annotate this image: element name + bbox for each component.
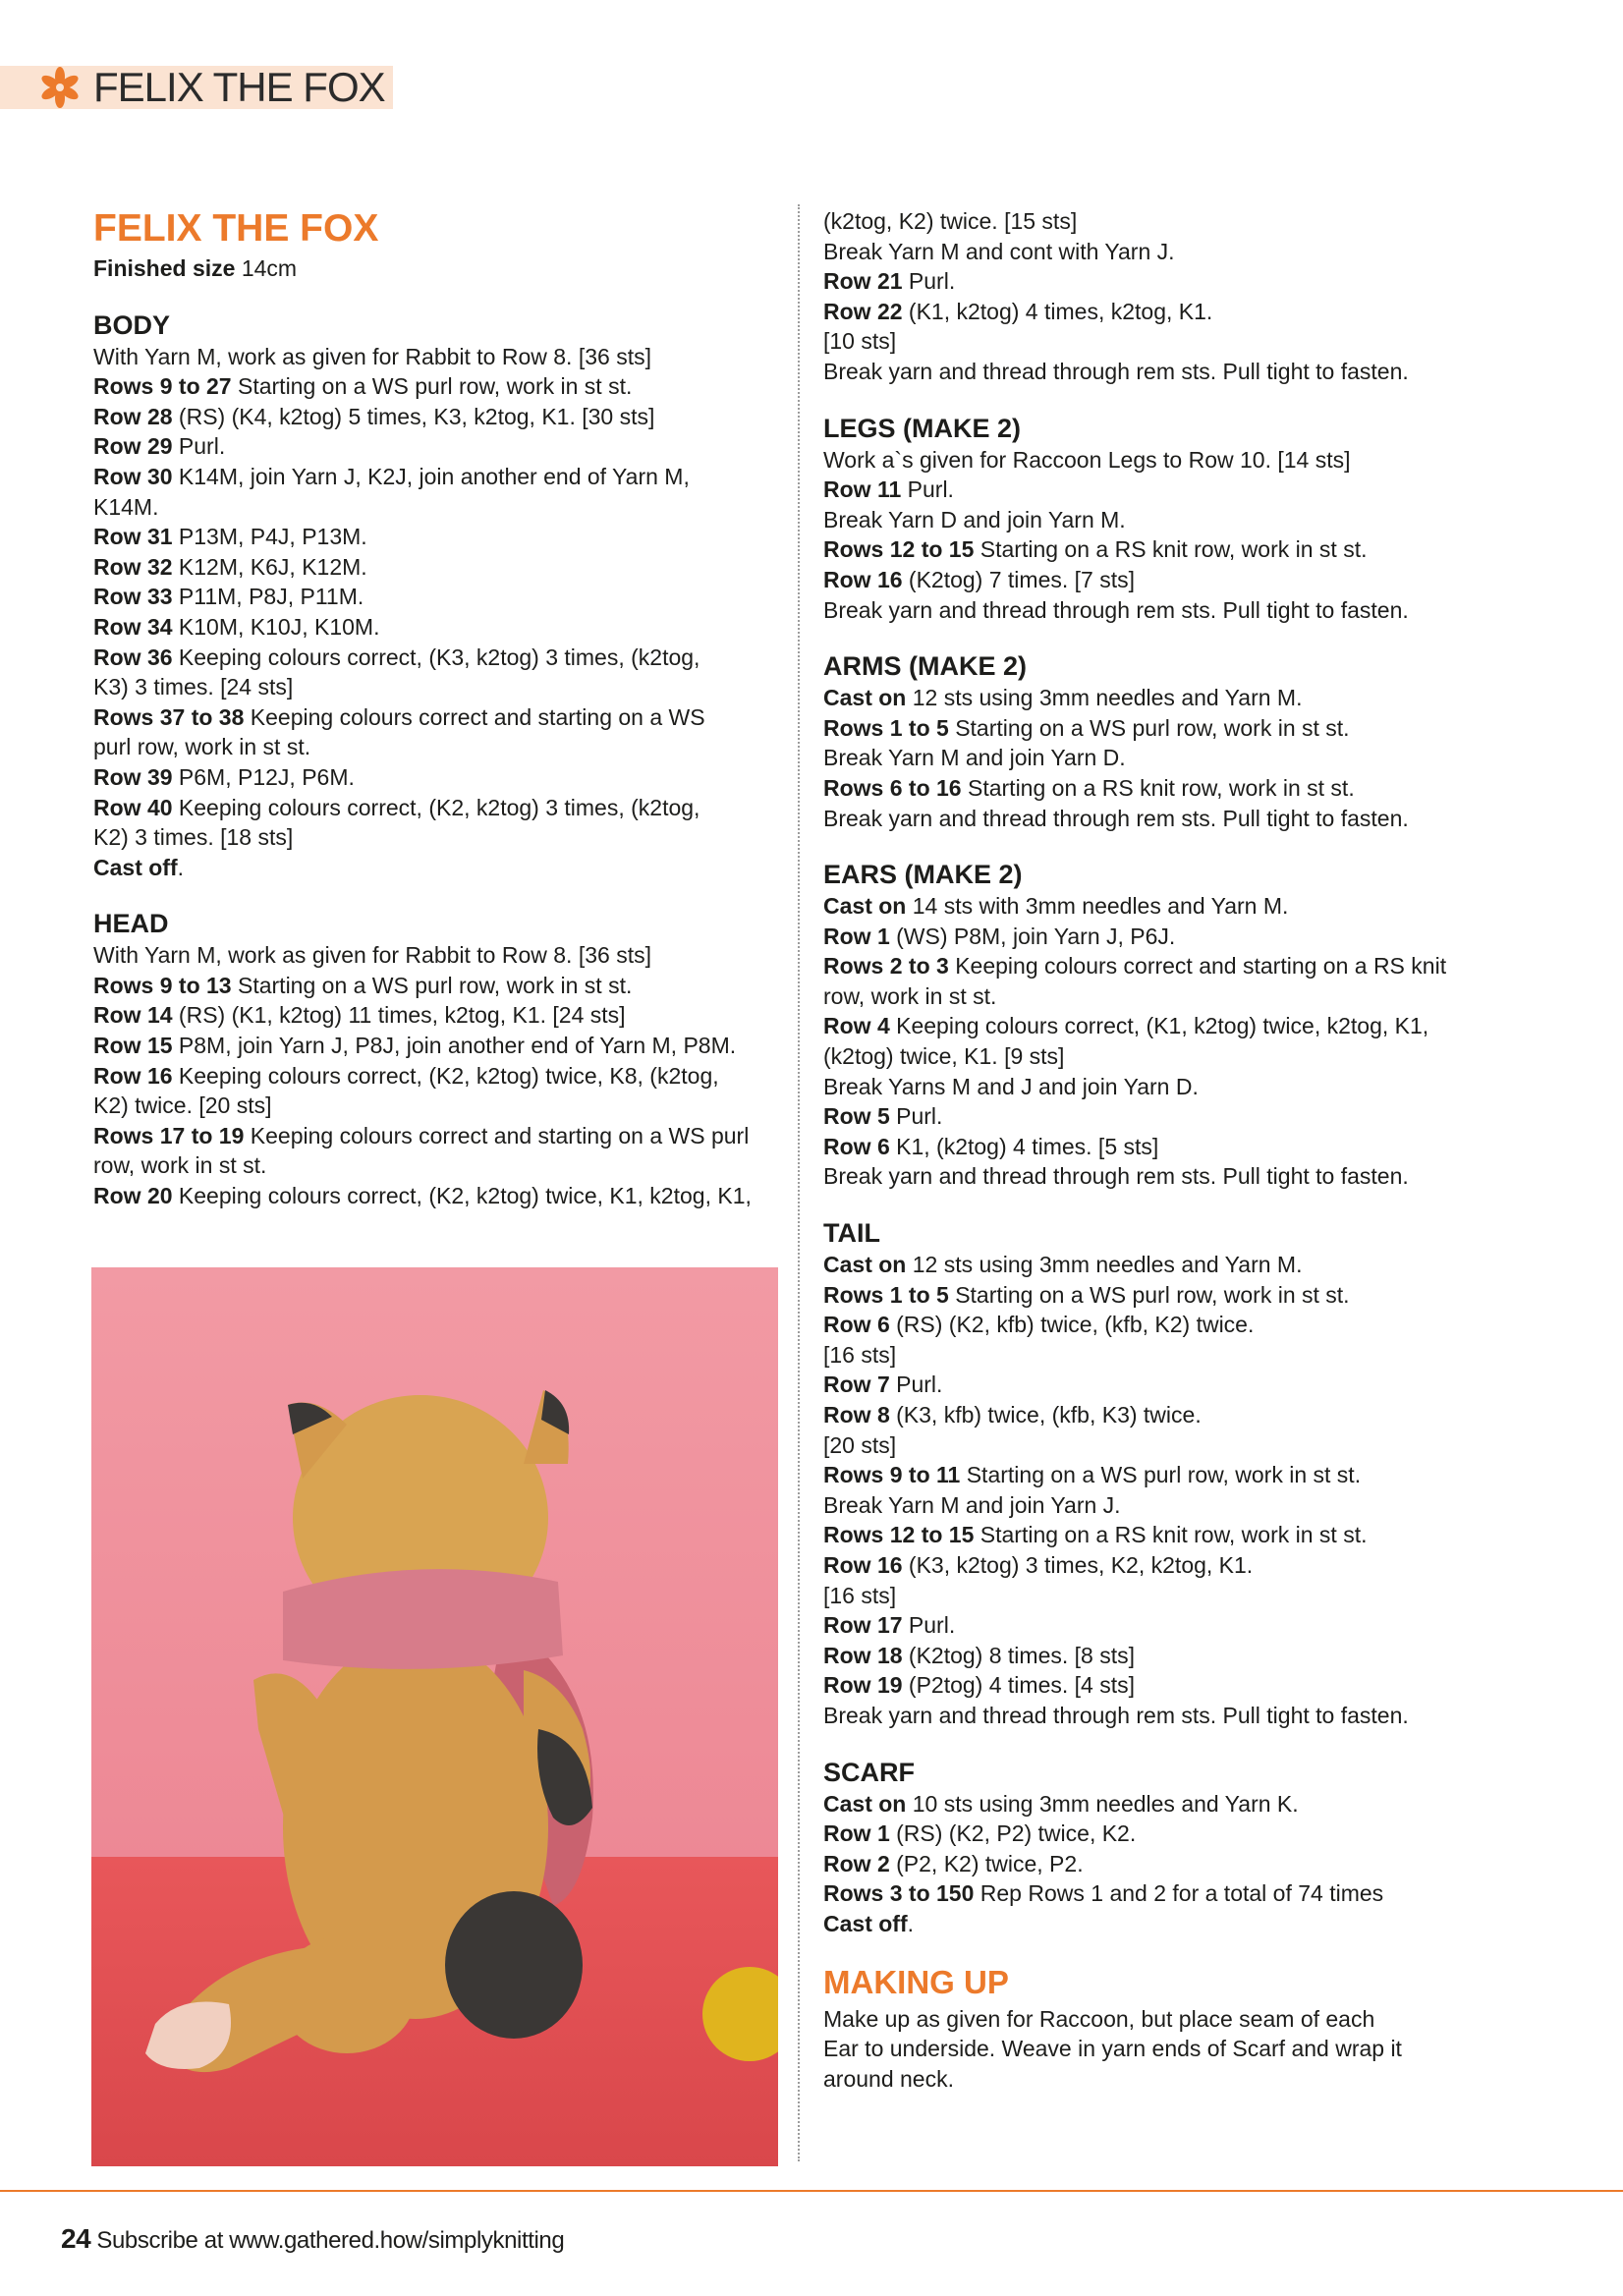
instruction-line: [93, 1000, 781, 1031]
instruction-line: [823, 1460, 1511, 1490]
subscribe-link[interactable]: Subscribe at www.gathered.how/simplyknitting: [96, 2227, 565, 2254]
row-label: Rows 2 to 3: [823, 953, 949, 980]
row-label: Row 5: [823, 1103, 890, 1130]
row-text: Break Yarn D and join Yarn M.: [823, 506, 1126, 532]
row-text: Break Yarn M and join Yarn J.: [823, 1491, 1121, 1518]
head-instructions-continued: [823, 206, 1511, 387]
row-text: Starting on a RS knit row, work in st st.: [979, 536, 1368, 563]
instruction-line: [823, 1789, 1511, 1820]
row-label: Row 32: [93, 553, 173, 580]
instruction-line: [823, 743, 1511, 773]
row-label: Row 14: [93, 1002, 173, 1029]
row-text: Keeping colours correct and starting on a RS knit: [955, 953, 1447, 980]
instruction-line: [823, 713, 1511, 744]
row-label: Row 29: [93, 433, 173, 460]
instruction-line: [823, 1520, 1511, 1550]
left-column: [93, 206, 781, 1211]
instruction-line: [93, 672, 781, 702]
arms-instructions: [823, 683, 1511, 833]
row-text: Break yarn and thread through rem sts. Pull tight to fasten.: [823, 358, 1409, 384]
section-heading-head: HEAD: [93, 909, 169, 939]
legs-instructions: [823, 445, 1511, 626]
instruction-line: [823, 1581, 1511, 1611]
instruction-line: [823, 891, 1511, 922]
instruction-line: [823, 2004, 1511, 2035]
instruction-line: [93, 793, 781, 823]
row-label: Row 40: [93, 794, 173, 820]
row-label: Row 30: [93, 463, 173, 489]
row-text: (K2tog) 8 times. [8 sts]: [908, 1642, 1136, 1668]
row-label: Row 22: [823, 298, 903, 324]
row-text: K12M, K6J, K12M.: [178, 553, 367, 580]
row-label: Row 7: [823, 1372, 890, 1398]
row-text: (K3, kfb) twice, (kfb, K3) twice.: [896, 1402, 1202, 1428]
instruction-line: [93, 732, 781, 762]
row-label: Row 17: [823, 1612, 903, 1639]
section-heading-making-up: MAKING UP: [823, 1963, 1009, 2000]
row-text: K3) 3 times. [24 sts]: [93, 674, 294, 700]
row-label: Row 39: [93, 763, 173, 790]
instruction-line: [823, 1490, 1511, 1521]
row-text: Keeping colours correct, (K2, k2tog) twice, K8, (k2tog,: [178, 1062, 719, 1089]
row-label: Row 31: [93, 524, 173, 550]
row-text: Purl.: [178, 433, 226, 460]
row-label: Row 8: [823, 1402, 890, 1428]
instruction-line: [93, 582, 781, 612]
row-label: Rows 3 to 150: [823, 1880, 975, 1907]
instruction-line: [823, 445, 1511, 476]
row-label: Rows 1 to 5: [823, 714, 949, 741]
instruction-line: [93, 1150, 781, 1181]
instruction-line: [823, 1641, 1511, 1671]
instruction-line: [93, 342, 781, 372]
instruction-line: [93, 1031, 781, 1061]
row-text: P13M, P4J, P13M.: [178, 524, 367, 550]
ears-instructions: [823, 891, 1511, 1192]
instruction-line: [93, 762, 781, 793]
row-label: Row 1: [823, 1820, 890, 1847]
row-label: Row 2: [823, 1850, 890, 1876]
instruction-line: [823, 297, 1511, 327]
row-label: Rows 9 to 13: [93, 972, 232, 998]
instruction-line: [823, 981, 1511, 1012]
instruction-line: [823, 1550, 1511, 1581]
row-text: Break Yarn M and join Yarn D.: [823, 745, 1126, 771]
instruction-line: [823, 1701, 1511, 1731]
row-text: Purl.: [896, 1372, 943, 1398]
row-text: Keeping colours correct and starting on a WS purl: [250, 1122, 750, 1148]
instruction-line: [823, 773, 1511, 804]
row-text: (k2tog, K2) twice. [15 sts]: [823, 208, 1078, 234]
row-text: (RS) (K1, k2tog) 11 times, k2tog, K1. [24 sts]: [178, 1002, 626, 1029]
instruction-line: [93, 702, 781, 733]
instruction-line: [823, 206, 1511, 237]
row-text: Break yarn and thread through rem sts. Pull tight to fasten.: [823, 1163, 1409, 1190]
row-text: (P2tog) 4 times. [4 sts]: [908, 1672, 1136, 1699]
row-text: Keeping colours correct, (K3, k2tog) 3 times, (k2tog,: [178, 644, 700, 670]
row-text: P6M, P12J, P6M.: [178, 763, 355, 790]
row-text: K14M.: [93, 493, 159, 520]
row-label: Rows 12 to 15: [823, 1522, 975, 1548]
row-text: Keeping colours correct, (K2, k2tog) twice, K1, k2tog, K1,: [178, 1183, 752, 1209]
pattern-title: FELIX THE FOX: [93, 207, 379, 250]
row-label: Row 16: [823, 566, 903, 592]
row-label: Rows 37 to 38: [93, 703, 245, 730]
instruction-line: [823, 951, 1511, 981]
instruction-line: [93, 462, 781, 492]
row-label: Row 11: [823, 476, 902, 503]
row-text: Purl.: [908, 268, 956, 295]
instruction-line: [93, 552, 781, 583]
footer: [61, 2224, 564, 2256]
row-label: Rows 12 to 15: [823, 536, 975, 563]
finished-size: Finished size 14cm: [93, 255, 298, 281]
row-text: Keeping colours correct, (K1, k2tog) twice, k2tog, K1,: [896, 1013, 1429, 1039]
instruction-line: [93, 822, 781, 853]
row-text: .: [177, 854, 185, 880]
row-label: Cast on: [823, 1252, 907, 1278]
tail-instructions: [823, 1250, 1511, 1731]
instruction-line: [93, 1121, 781, 1151]
instruction-line: [93, 431, 781, 462]
row-label: Cast on: [823, 1790, 907, 1817]
row-label: Row 15: [93, 1033, 173, 1059]
instruction-line: [823, 1132, 1511, 1162]
row-text: (RS) (K4, k2tog) 5 times, K3, k2tog, K1. [30 sts]: [178, 403, 655, 429]
instruction-line: [823, 2064, 1511, 2095]
instruction-line: [823, 1819, 1511, 1849]
row-text: K10M, K10J, K10M.: [178, 613, 380, 640]
instruction-line: [823, 505, 1511, 535]
row-text: (RS) (K2, kfb) twice, (kfb, K2) twice.: [896, 1312, 1255, 1338]
head-instructions: [93, 940, 781, 1210]
instruction-line: [823, 804, 1511, 834]
row-text: (P2, K2) twice, P2.: [896, 1850, 1084, 1876]
row-text: Purl.: [908, 1612, 956, 1639]
row-label: Row 4: [823, 1013, 890, 1039]
row-text: (RS) (K2, P2) twice, K2.: [896, 1820, 1137, 1847]
row-text: P11M, P8J, P11M.: [178, 584, 364, 610]
instruction-line: [823, 357, 1511, 387]
instruction-line: [93, 940, 781, 971]
asterisk-flower-icon: [39, 65, 81, 110]
row-text: Starting on a RS knit row, work in st st.: [979, 1522, 1368, 1548]
row-text: P8M, join Yarn J, P8J, join another end of Yarn M, P8M.: [178, 1033, 737, 1059]
row-text: Purl.: [907, 476, 954, 503]
making-up-instructions: [823, 2004, 1511, 2095]
row-text: Ear to underside. Weave in yarn ends of Scarf and wrap it: [823, 2036, 1402, 2062]
instruction-line: [823, 1909, 1511, 1939]
row-text: Rep Rows 1 and 2 for a total of 74 times: [979, 1880, 1384, 1907]
row-text: Starting on a WS purl row, work in st st.: [955, 1281, 1350, 1308]
row-label: Row 20: [93, 1183, 173, 1209]
row-text: [16 sts]: [823, 1582, 897, 1608]
row-text: Make up as given for Raccoon, but place seam of each: [823, 2005, 1375, 2032]
instruction-line: [823, 1072, 1511, 1102]
row-text: row, work in st st.: [93, 1152, 267, 1179]
instruction-line: [823, 1878, 1511, 1909]
row-label: Rows 9 to 11: [823, 1462, 961, 1488]
section-heading-scarf: SCARF: [823, 1757, 915, 1787]
row-text: (K1, k2tog) 4 times, k2tog, K1.: [908, 298, 1213, 324]
section-heading-body: BODY: [93, 309, 171, 340]
instruction-line: [823, 1101, 1511, 1132]
row-text: K1, (k2tog) 4 times. [5 sts]: [896, 1133, 1159, 1159]
instruction-line: [823, 1161, 1511, 1192]
row-label: Row 34: [93, 613, 173, 640]
instruction-line: [93, 643, 781, 673]
row-text: (WS) P8M, join Yarn J, P6J.: [896, 923, 1176, 949]
row-label: Row 28: [93, 403, 173, 429]
row-text: With Yarn M, work as given for Rabbit to Row 8. [36 sts]: [93, 942, 651, 969]
instruction-line: [823, 266, 1511, 297]
row-label: Row 6: [823, 1312, 890, 1338]
row-text: row, work in st st.: [823, 982, 997, 1009]
row-label: Row 16: [93, 1062, 173, 1089]
instruction-line: [93, 1181, 781, 1211]
header-title: FELIX THE FOX: [93, 64, 385, 110]
column-divider: [798, 204, 800, 2161]
instruction-line: [93, 853, 781, 883]
instruction-line: [823, 1310, 1511, 1340]
instruction-line: [93, 1061, 781, 1092]
row-label: Row 33: [93, 584, 173, 610]
row-text: [20 sts]: [823, 1431, 897, 1458]
row-text: [16 sts]: [823, 1341, 897, 1368]
row-label: Rows 6 to 16: [823, 774, 962, 801]
instruction-line: [93, 402, 781, 432]
instruction-line: [823, 1250, 1511, 1280]
instruction-line: [823, 683, 1511, 713]
instruction-line: [823, 595, 1511, 626]
row-label: Cast off: [823, 1910, 908, 1936]
instruction-line: [93, 492, 781, 523]
row-text: Starting on a RS knit row, work in st st.: [968, 774, 1355, 801]
row-text: 10 sts using 3mm needles and Yarn K.: [912, 1790, 1299, 1817]
row-text: [10 sts]: [823, 328, 897, 355]
row-label: Rows 1 to 5: [823, 1281, 949, 1308]
row-label: Row 16: [823, 1551, 903, 1578]
instruction-line: [823, 475, 1511, 505]
instruction-line: [823, 1610, 1511, 1641]
instruction-line: [823, 237, 1511, 267]
row-text: K2) twice. [20 sts]: [93, 1092, 272, 1119]
row-text: around neck.: [823, 2065, 954, 2092]
instruction-line: [823, 326, 1511, 357]
instruction-line: [93, 522, 781, 552]
row-label: Row 6: [823, 1133, 890, 1159]
instruction-line: [823, 1011, 1511, 1041]
instruction-line: [823, 565, 1511, 595]
row-text: 12 sts using 3mm needles and Yarn M.: [912, 685, 1303, 711]
row-text: Starting on a WS purl row, work in st st.: [238, 972, 633, 998]
row-text: Break yarn and thread through rem sts. Pull tight to fasten.: [823, 596, 1409, 623]
row-text: Purl.: [896, 1103, 943, 1130]
section-heading-arms: ARMS (MAKE 2): [823, 651, 1027, 682]
row-label: Row 1: [823, 923, 890, 949]
row-text: Break yarn and thread through rem sts. Pull tight to fasten.: [823, 1702, 1409, 1728]
row-text: (K3, k2tog) 3 times, K2, k2tog, K1.: [908, 1551, 1254, 1578]
instruction-line: [823, 1849, 1511, 1879]
row-label: Rows 9 to 27: [93, 373, 232, 400]
row-text: (K2tog) 7 times. [7 sts]: [908, 566, 1136, 592]
section-heading-legs: LEGS (MAKE 2): [823, 413, 1022, 443]
scarf-instructions: [823, 1789, 1511, 1939]
fox-toy-photo: [91, 1267, 778, 2166]
row-text: .: [907, 1910, 915, 1936]
instruction-line: [93, 371, 781, 402]
row-text: Break yarn and thread through rem sts. Pull tight to fasten.: [823, 805, 1409, 831]
row-text: Break Yarns M and J and join Yarn D.: [823, 1073, 1199, 1099]
instruction-line: [823, 2034, 1511, 2064]
instruction-line: [93, 612, 781, 643]
row-label: Rows 17 to 19: [93, 1122, 245, 1148]
row-text: Starting on a WS purl row, work in st st.: [966, 1462, 1362, 1488]
row-label: Cast off: [93, 854, 178, 880]
row-text: Starting on a WS purl row, work in st st.: [238, 373, 633, 400]
row-text: (k2tog) twice, K1. [9 sts]: [823, 1043, 1065, 1070]
page-number: 24: [61, 2223, 91, 2254]
body-instructions: [93, 342, 781, 883]
instruction-line: [823, 1430, 1511, 1461]
section-heading-tail: TAIL: [823, 1218, 880, 1249]
row-label: Cast on: [823, 893, 907, 920]
instruction-line: [93, 1091, 781, 1121]
footer-rule: [0, 2190, 1623, 2192]
instruction-line: [823, 1400, 1511, 1430]
row-label: Cast on: [823, 685, 907, 711]
row-text: Keeping colours correct and starting on a WS: [250, 703, 705, 730]
row-label: Row 36: [93, 644, 173, 670]
instruction-line: [93, 971, 781, 1001]
instruction-line: [823, 1041, 1511, 1072]
row-text: 12 sts using 3mm needles and Yarn M.: [912, 1252, 1303, 1278]
row-label: Row 19: [823, 1672, 903, 1699]
row-text: Break Yarn M and cont with Yarn J.: [823, 238, 1175, 264]
row-text: Work a`s given for Raccoon Legs to Row 10. [14 sts]: [823, 446, 1351, 473]
instruction-line: [823, 1370, 1511, 1400]
row-text: purl row, work in st st.: [93, 734, 311, 760]
section-heading-ears: EARS (MAKE 2): [823, 860, 1023, 890]
row-label: Row 18: [823, 1642, 903, 1668]
instruction-line: [823, 922, 1511, 952]
instruction-line: [823, 534, 1511, 565]
row-text: Keeping colours correct, (K2, k2tog) 3 times, (k2tog,: [178, 794, 700, 820]
row-text: K14M, join Yarn J, K2J, join another end of Yarn M,: [178, 463, 690, 489]
instruction-line: [823, 1280, 1511, 1311]
row-text: K2) 3 times. [18 sts]: [93, 824, 294, 851]
right-column: [823, 206, 1511, 2094]
row-text: Starting on a WS purl row, work in st st.: [955, 714, 1350, 741]
row-label: Row 21: [823, 268, 903, 295]
row-text: With Yarn M, work as given for Rabbit to Row 8. [36 sts]: [93, 343, 651, 369]
instruction-line: [823, 1340, 1511, 1371]
row-text: 14 sts with 3mm needles and Yarn M.: [912, 893, 1289, 920]
instruction-line: [823, 1670, 1511, 1701]
